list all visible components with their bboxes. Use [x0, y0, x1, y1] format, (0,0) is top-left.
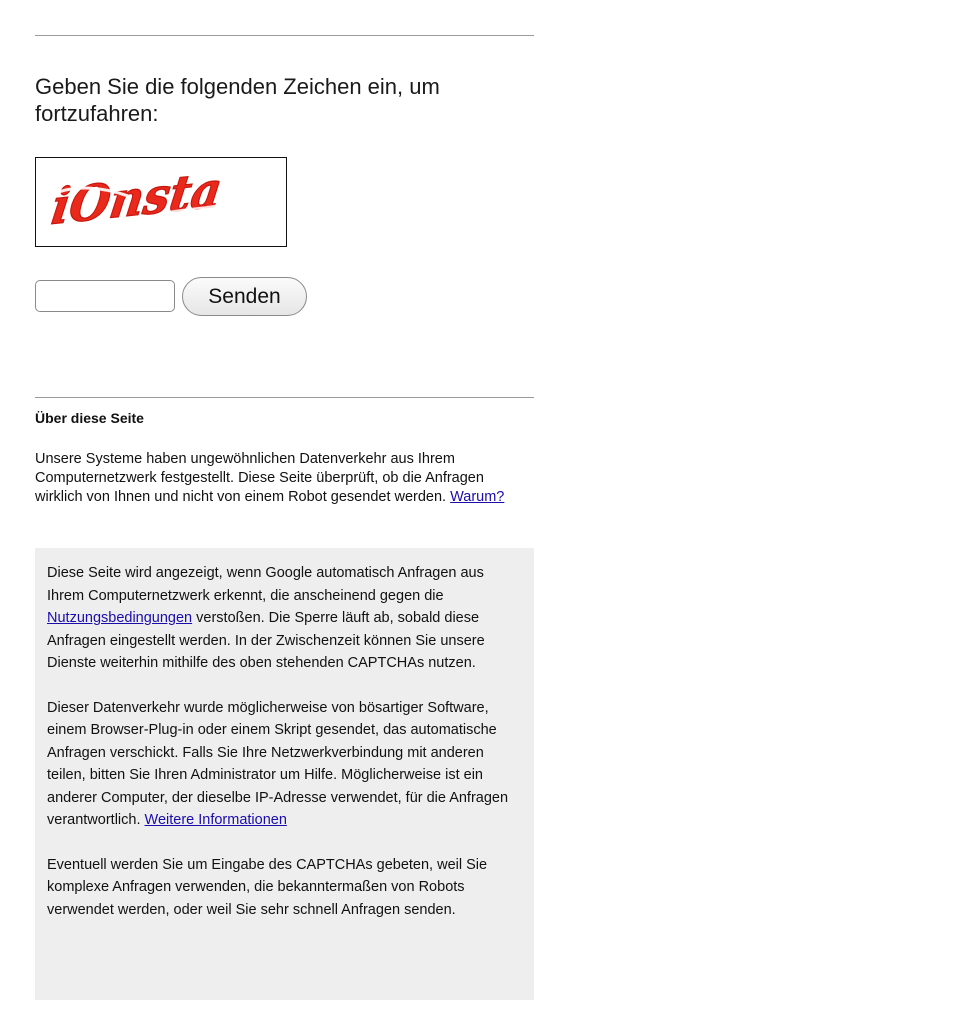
top-divider [35, 35, 534, 36]
info-paragraph-3 [47, 854, 519, 922]
captcha-image [35, 157, 287, 247]
about-intro [35, 450, 525, 507]
terms-link[interactable]: Nutzungsbedingungen [47, 610, 193, 626]
more-info-link[interactable]: Weitere Informationen [144, 812, 287, 828]
captcha-image-text: iOnsta [48, 160, 231, 237]
info-box [35, 548, 534, 1000]
about-intro-text: Unsere Systeme haben ungewöhnlichen Datenverkehr aus Ihrem Computernetzwerk festgestellt. Diese Seite überprüft, ob die Anfragen wirklich von Ihnen und nicht von einem Robot gesendet werden. [35, 451, 484, 505]
submit-button[interactable]: Senden [182, 277, 307, 316]
captcha-prompt: Geben Sie die folgenden Zeichen ein, um fortzufahren: [35, 74, 440, 126]
info-p1-before: Diese Seite wird angezeigt, wenn Google automatisch Anfragen aus Ihrem Computernetzwerk erkennt, die anscheinend gegen die [47, 565, 484, 604]
info-paragraph-1 [47, 562, 519, 675]
info-p2-text: Dieser Datenverkehr wurde möglicherweise von bösartiger Software, einem Browser-Plug-in oder einem Skript gesendet, das automatische Anfragen verschickt. Falls Sie Ihre Netzwerkverbindung mit anderen teilen, bitten Sie Ihren Administrator um Hilfe. Möglicherweise ist ein anderer Computer, der dieselbe IP-Adresse verwendet, für die Anfragen verantwortlich. [47, 699, 509, 828]
info-paragraph-2 [47, 697, 519, 832]
why-link[interactable]: Warum? [450, 489, 505, 505]
section-divider [35, 397, 534, 398]
about-heading: Über diese Seite [35, 410, 144, 426]
captcha-answer-input[interactable] [35, 280, 175, 312]
info-p3-text: Eventuell werden Sie um Eingabe des CAPTCHAs gebeten, weil Sie komplexe Anfragen verwenden, die bekanntermaßen von Robots verwendet werden, oder weil Sie sehr schnell Anfragen senden. [47, 856, 488, 918]
captcha-image-graphic [36, 158, 286, 246]
info-p1-after: verstoßen. Die Sperre läuft ab, sobald diese Anfragen eingestellt werden. In der Zwischenzeit können Sie unsere Dienste weiterhin mithilfe des oben stehenden CAPTCHAs nutzen. [47, 610, 485, 671]
